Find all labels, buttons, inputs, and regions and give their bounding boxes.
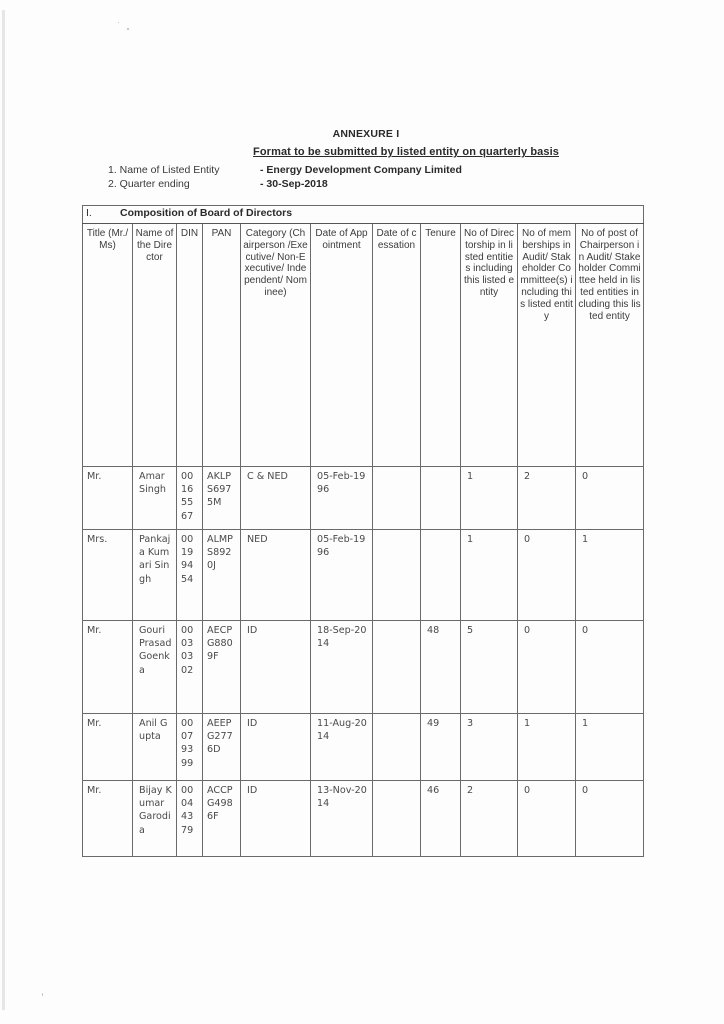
cell-directorships: 3 — [461, 714, 518, 781]
cell-din: 00079399 — [177, 714, 203, 781]
col-header-din: DIN — [177, 224, 203, 467]
cell-title: Mr. — [83, 781, 133, 857]
cell-title: Mr. — [83, 714, 133, 781]
cell-cessation — [373, 621, 421, 714]
cell-title: Mr. — [83, 467, 133, 530]
col-header-pan: PAN — [203, 224, 241, 467]
cell-din: 00044379 — [177, 781, 203, 857]
cell-chair-posts: 0 — [576, 467, 644, 530]
cell-directorships: 5 — [461, 621, 518, 714]
cell-pan: ACCPG4986F — [203, 781, 241, 857]
board-composition-table — [82, 205, 644, 857]
section-header — [83, 206, 644, 224]
cell-memberships: 2 — [518, 467, 576, 530]
cell-pan: AEEPG2776D — [203, 714, 241, 781]
cell-category: ID — [241, 714, 311, 781]
cell-category: NED — [241, 530, 311, 621]
table-row — [83, 530, 644, 621]
col-header-chair-posts: No of post of Chairperson in Audit/ Stakeholder Committee held in listed entities including this listed entity — [576, 224, 644, 467]
entity-name-value: - Energy Development Company Limited — [260, 164, 462, 176]
cell-tenure: 48 — [421, 621, 461, 714]
cell-name: Pankaja Kumari Singh — [133, 530, 177, 621]
cell-cessation — [373, 714, 421, 781]
cell-chair-posts: 0 — [576, 621, 644, 714]
entity-name-label: 1. Name of Listed Entity — [108, 164, 220, 176]
cell-pan: ALMPS8920J — [203, 530, 241, 621]
cell-title: Mrs. — [83, 530, 133, 621]
cell-tenure: 46 — [421, 781, 461, 857]
table-row — [83, 714, 644, 781]
cell-name: Gouri Prasad Goenka — [133, 621, 177, 714]
cell-din: 00165567 — [177, 467, 203, 530]
table-row — [83, 781, 644, 857]
section-number: I. — [86, 207, 92, 219]
cell-din: 00030302 — [177, 621, 203, 714]
cell-title: Mr. — [83, 621, 133, 714]
col-header-name: Name of the Director — [133, 224, 177, 467]
cell-category: ID — [241, 621, 311, 714]
col-header-category: Category (Chairperson /Executive/ Non-Executive/ Independent/ Nominee) — [241, 224, 311, 467]
table-row — [83, 621, 644, 714]
annexure-heading: ANNEXURE I — [332, 128, 400, 140]
cell-directorships: 1 — [461, 530, 518, 621]
cell-appointment: 05-Feb-1996 — [311, 467, 373, 530]
cell-cessation — [373, 781, 421, 857]
col-header-directorships: No of Directorship in listed entities including this listed entity — [461, 224, 518, 467]
cell-chair-posts: 1 — [576, 714, 644, 781]
col-header-memberships: No of memberships in Audit/ Stakeholder Committee(s) including this listed entity — [518, 224, 576, 467]
cell-category: C & NED — [241, 467, 311, 530]
cell-chair-posts: 1 — [576, 530, 644, 621]
cell-directorships: 2 — [461, 781, 518, 857]
section-title: Composition of Board of Directors — [120, 207, 293, 219]
cell-name: Bijay Kumar Garodia — [133, 781, 177, 857]
quarter-ending-value: - 30-Sep-2018 — [260, 178, 328, 190]
scan-speck — [42, 993, 43, 996]
col-header-tenure: Tenure — [421, 224, 461, 467]
cell-din: 00199454 — [177, 530, 203, 621]
cell-chair-posts: 0 — [576, 781, 644, 857]
scan-edge-shadow — [2, 10, 5, 1010]
cell-pan: AECPG8809F — [203, 621, 241, 714]
cell-memberships: 0 — [518, 530, 576, 621]
cell-tenure: 49 — [421, 714, 461, 781]
cell-appointment: 18-Sep-2014 — [311, 621, 373, 714]
column-header-row — [83, 224, 644, 467]
cell-pan: AKLPS6975M — [203, 467, 241, 530]
col-header-appointment: Date of Appointment — [311, 224, 373, 467]
cell-name: Amar Singh — [133, 467, 177, 530]
cell-tenure — [421, 530, 461, 621]
scan-speck — [118, 22, 119, 23]
cell-cessation — [373, 467, 421, 530]
entity-name-row — [108, 164, 462, 176]
scan-speck — [127, 28, 129, 30]
cell-cessation — [373, 530, 421, 621]
cell-appointment: 13-Nov-2014 — [311, 781, 373, 857]
quarter-ending-row — [108, 178, 328, 190]
cell-memberships: 0 — [518, 781, 576, 857]
quarter-ending-label: 2. Quarter ending — [108, 178, 190, 190]
cell-appointment: 11-Aug-2014 — [311, 714, 373, 781]
format-subtitle: Format to be submitted by listed entity on quarterly basis — [253, 146, 559, 158]
col-header-title: Title (Mr./ Ms) — [83, 224, 133, 467]
cell-appointment: 05-Feb-1996 — [311, 530, 373, 621]
section-header-row — [83, 206, 644, 224]
col-header-cessation: Date of cessation — [373, 224, 421, 467]
cell-memberships: 0 — [518, 621, 576, 714]
cell-category: ID — [241, 781, 311, 857]
cell-name: Anil Gupta — [133, 714, 177, 781]
cell-memberships: 1 — [518, 714, 576, 781]
cell-tenure — [421, 467, 461, 530]
table-row — [83, 467, 644, 530]
cell-directorships: 1 — [461, 467, 518, 530]
